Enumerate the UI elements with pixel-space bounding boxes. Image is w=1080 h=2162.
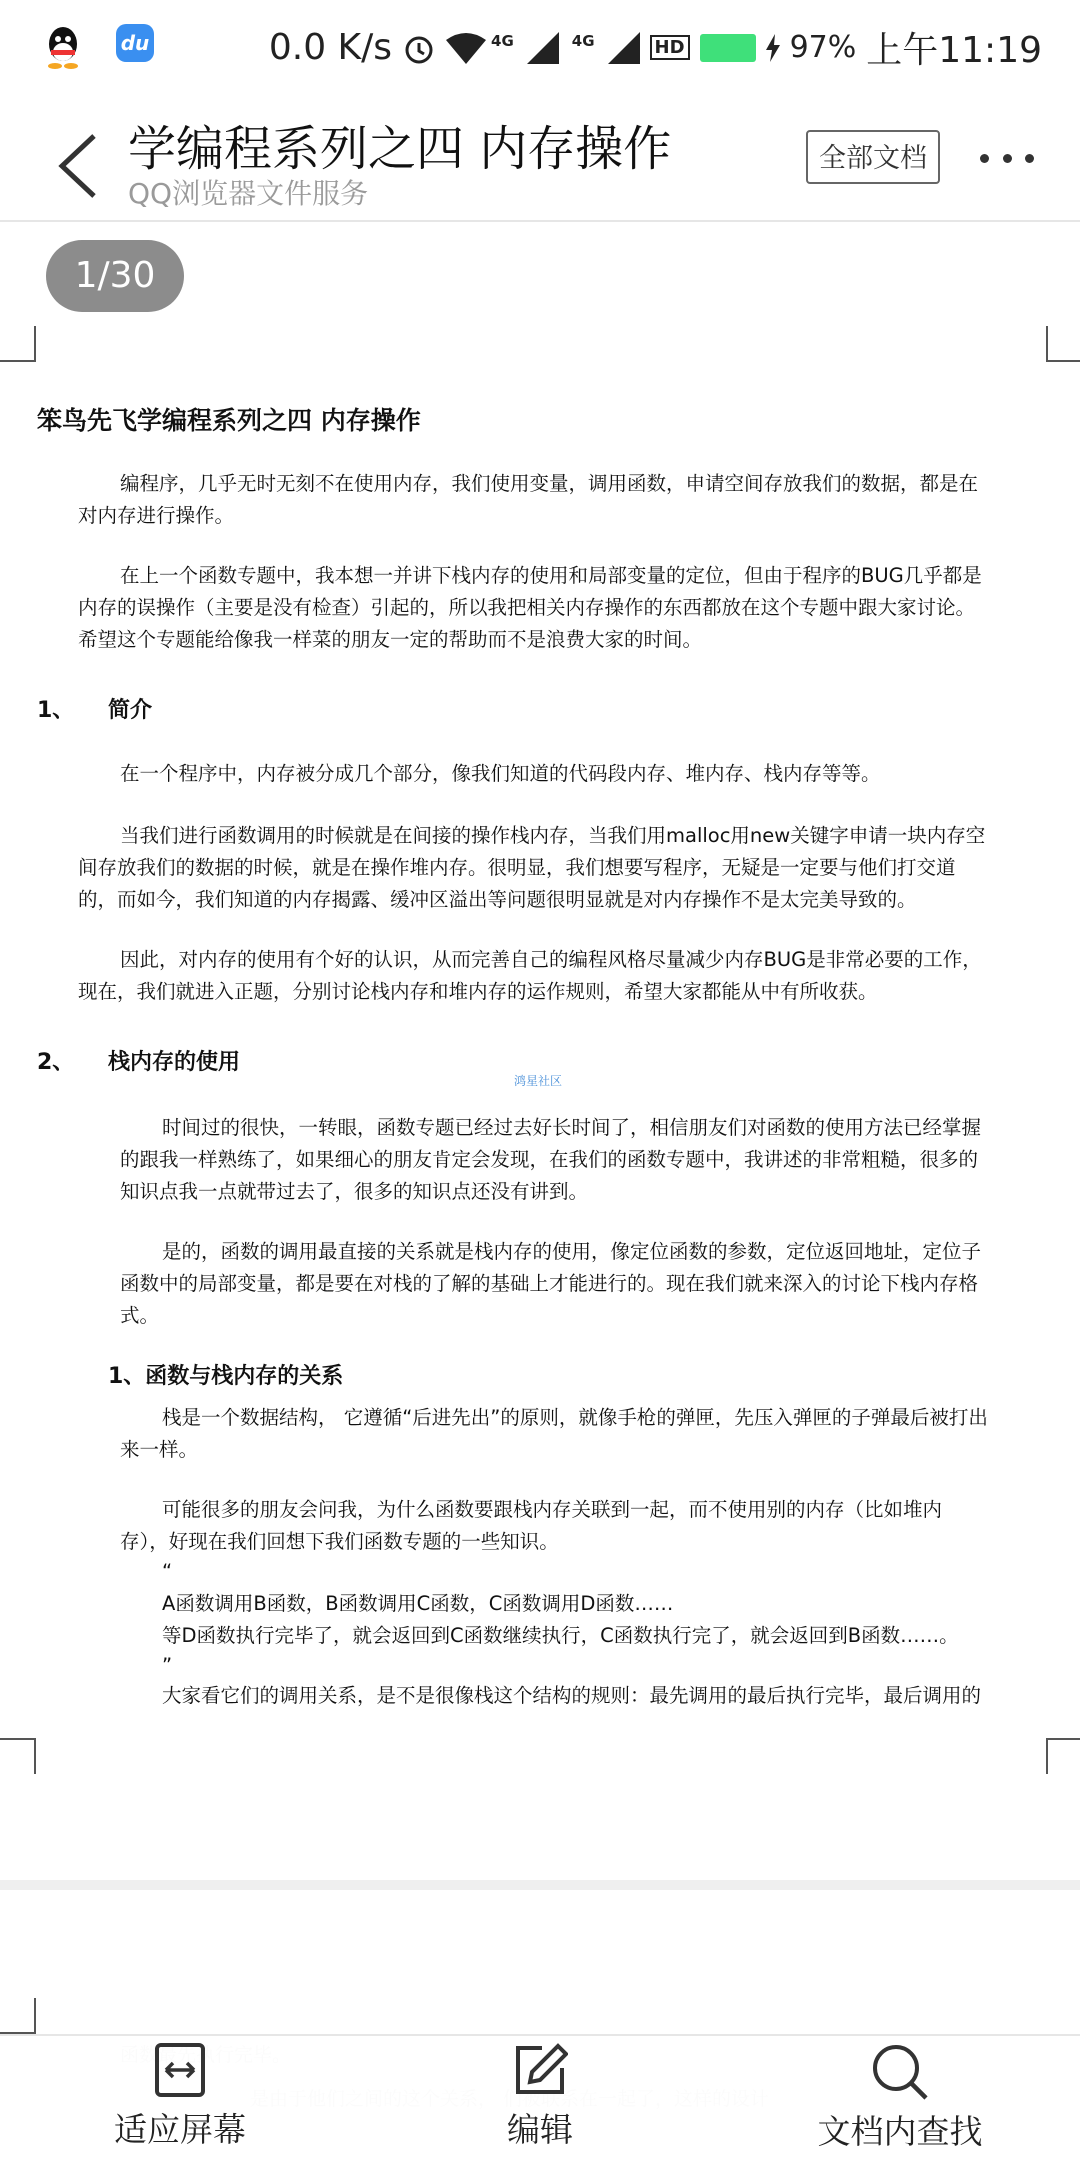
paragraph-line: 栈是一个数据结构， 它遵循“后进先出”的原则，就像手枪的弹匣，先压入弹匣的子弹最后被打出 xyxy=(162,1406,988,1429)
paragraph-line: 时间过的很快，一转眼，函数专题已经过去好长时间了，相信朋友们对函数的使用方法已经掌握 xyxy=(162,1116,982,1139)
find-label: 文档内查找 xyxy=(817,2112,983,2151)
quote-mark: “ xyxy=(162,1560,173,1583)
signal-icon-b xyxy=(608,32,640,64)
paragraph-line: A函数调用B函数，B函数调用C函数，C函数调用D函数…… xyxy=(162,1592,674,1615)
all-documents-button[interactable]: 全部文档 xyxy=(806,130,940,184)
document-source: QQ浏览器文件服务 xyxy=(128,177,369,210)
paragraph-line: 知识点我一点就带过去了，很多的知识点还没有讲到。 xyxy=(120,1180,589,1203)
paragraph-line: 可能很多的朋友会问我，为什么函数要跟栈内存关联到一起，而不使用别的内存（比如堆内 xyxy=(162,1498,943,1521)
paragraph-line: 的，而如今，我们知道的内存揭露、缓冲区溢出等问题很明显就是对内存操作不是太完美导致的。 xyxy=(78,888,917,911)
battery-icon xyxy=(700,34,756,62)
bottom-toolbar xyxy=(0,2034,1080,2162)
baidu-du-icon: du xyxy=(116,24,154,62)
fit-screen-button[interactable] xyxy=(108,2042,252,2151)
back-arrow-icon[interactable] xyxy=(52,130,104,202)
network-type-a: 4G xyxy=(491,31,514,50)
fit-screen-label: 适应屏幕 xyxy=(114,2110,246,2149)
signal-icon-a xyxy=(527,32,559,64)
edit-label: 编辑 xyxy=(507,2110,573,2149)
paragraph-line: 内存的误操作（主要是没有检查）引起的，所以我把相关内存操作的东西都放在这个专题中跟大家讨论。 xyxy=(78,596,976,619)
paragraph-line: 大家看它们的调用关系，是不是很像栈这个结构的规则：最先调用的最后执行完毕，最后调用的 xyxy=(162,1684,982,1707)
clock: 上午11:19 xyxy=(866,30,1042,71)
qq-icon xyxy=(44,24,82,70)
fit-screen-icon xyxy=(154,2042,206,2098)
find-in-document-button[interactable] xyxy=(810,2042,990,2153)
doc-heading: 笨鸟先飞学编程系列之四 内存操作 xyxy=(37,406,421,435)
paragraph-line: 编程序，几乎无时无刻不在使用内存，我们使用变量，调用函数，申请空间存放我们的数据，都是在 xyxy=(120,472,979,495)
paragraph-line: 对内存进行操作。 xyxy=(78,504,235,527)
quote-mark: ” xyxy=(162,1654,173,1677)
paragraph-line: 式。 xyxy=(120,1304,160,1327)
section-number: 2、 xyxy=(37,1050,75,1075)
charging-icon xyxy=(766,34,780,62)
paragraph-line: 希望这个专题能给像我一样菜的朋友一定的帮助而不是浪费大家的时间。 xyxy=(78,628,703,651)
wifi-icon xyxy=(446,32,486,64)
crop-mark-bottom-right xyxy=(1046,1738,1080,1774)
section-title: 栈内存的使用 xyxy=(108,1050,241,1075)
crop-mark-bottom-left xyxy=(0,1738,36,1774)
hd-icon: HD xyxy=(650,35,690,60)
paragraph-line: 在一个程序中，内存被分成几个部分，像我们知道的代码段内存、堆内存、栈内存等等。 xyxy=(120,762,881,785)
paragraph-line: 是的，函数的调用最直接的关系就是栈内存的使用，像定位函数的参数，定位返回地址，定位子 xyxy=(162,1240,982,1263)
search-icon xyxy=(870,2042,930,2100)
paragraph-line: 函数中的局部变量，都是要在对栈的了解的基础上才能进行的。现在我们就来深入的讨论下栈内存格 xyxy=(120,1272,979,1295)
alarm-icon xyxy=(402,31,436,65)
paragraph-line: 的跟我一样熟练了，如果细心的朋友肯定会发现，在我们的函数专题中，我讲述的非常粗糙，很多的 xyxy=(120,1148,979,1171)
page-indicator: 1/30 xyxy=(46,240,184,312)
more-options-icon[interactable] xyxy=(980,154,1034,164)
battery-level: 97% xyxy=(789,30,857,65)
paragraph-line: 因此，对内存的使用有个好的认识，从而完善自己的编程风格尽量减少内存BUG是非常必要的工作， xyxy=(120,948,982,971)
app-header xyxy=(0,96,1080,222)
page-separator xyxy=(0,1880,1080,1890)
crop-mark-top-right xyxy=(1046,326,1080,362)
paragraph-line: 存），好现在我们回想下我们函数专题的一些知识。 xyxy=(120,1530,559,1553)
paragraph-line: 现在，我们就进入正题，分别讨论栈内存和堆内存的运作规则，希望大家都能从中有所收获。 xyxy=(78,980,878,1003)
paragraph-line: 在上一个函数专题中，我本想一并讲下栈内存的使用和局部变量的定位，但由于程序的BUG几乎都是 xyxy=(120,564,982,587)
status-bar xyxy=(0,0,1080,96)
crop-mark-page2-left xyxy=(0,1998,36,2034)
crop-mark-top-left xyxy=(0,326,36,362)
section-title: 简介 xyxy=(108,698,153,723)
edit-icon xyxy=(512,2042,568,2098)
edit-button[interactable] xyxy=(490,2042,590,2151)
paragraph-line: 等D函数执行完毕了，就会返回到C函数继续执行，C函数执行完了，就会返回到B函数……。 xyxy=(162,1624,959,1647)
network-type-b: 4G xyxy=(571,31,595,50)
paragraph-line: 间存放我们的数据的时候，就是在操作堆内存。很明显，我们想要写程序，无疑是一定要与他们打交道 xyxy=(78,856,956,879)
paragraph-line: 来一样。 xyxy=(120,1438,199,1461)
document-title: 学编程系列之四 内存操作 xyxy=(128,121,672,177)
network-speed: 0.0 K/s xyxy=(268,27,393,68)
subsection-title: 1、函数与栈内存的关系 xyxy=(108,1364,344,1389)
watermark: 鸿星社区 xyxy=(514,1074,563,1088)
paragraph-line: 当我们进行函数调用的时候就是在间接的操作栈内存，当我们用malloc用new关键字申请一块内存空 xyxy=(120,824,986,847)
section-number: 1、 xyxy=(37,698,75,723)
